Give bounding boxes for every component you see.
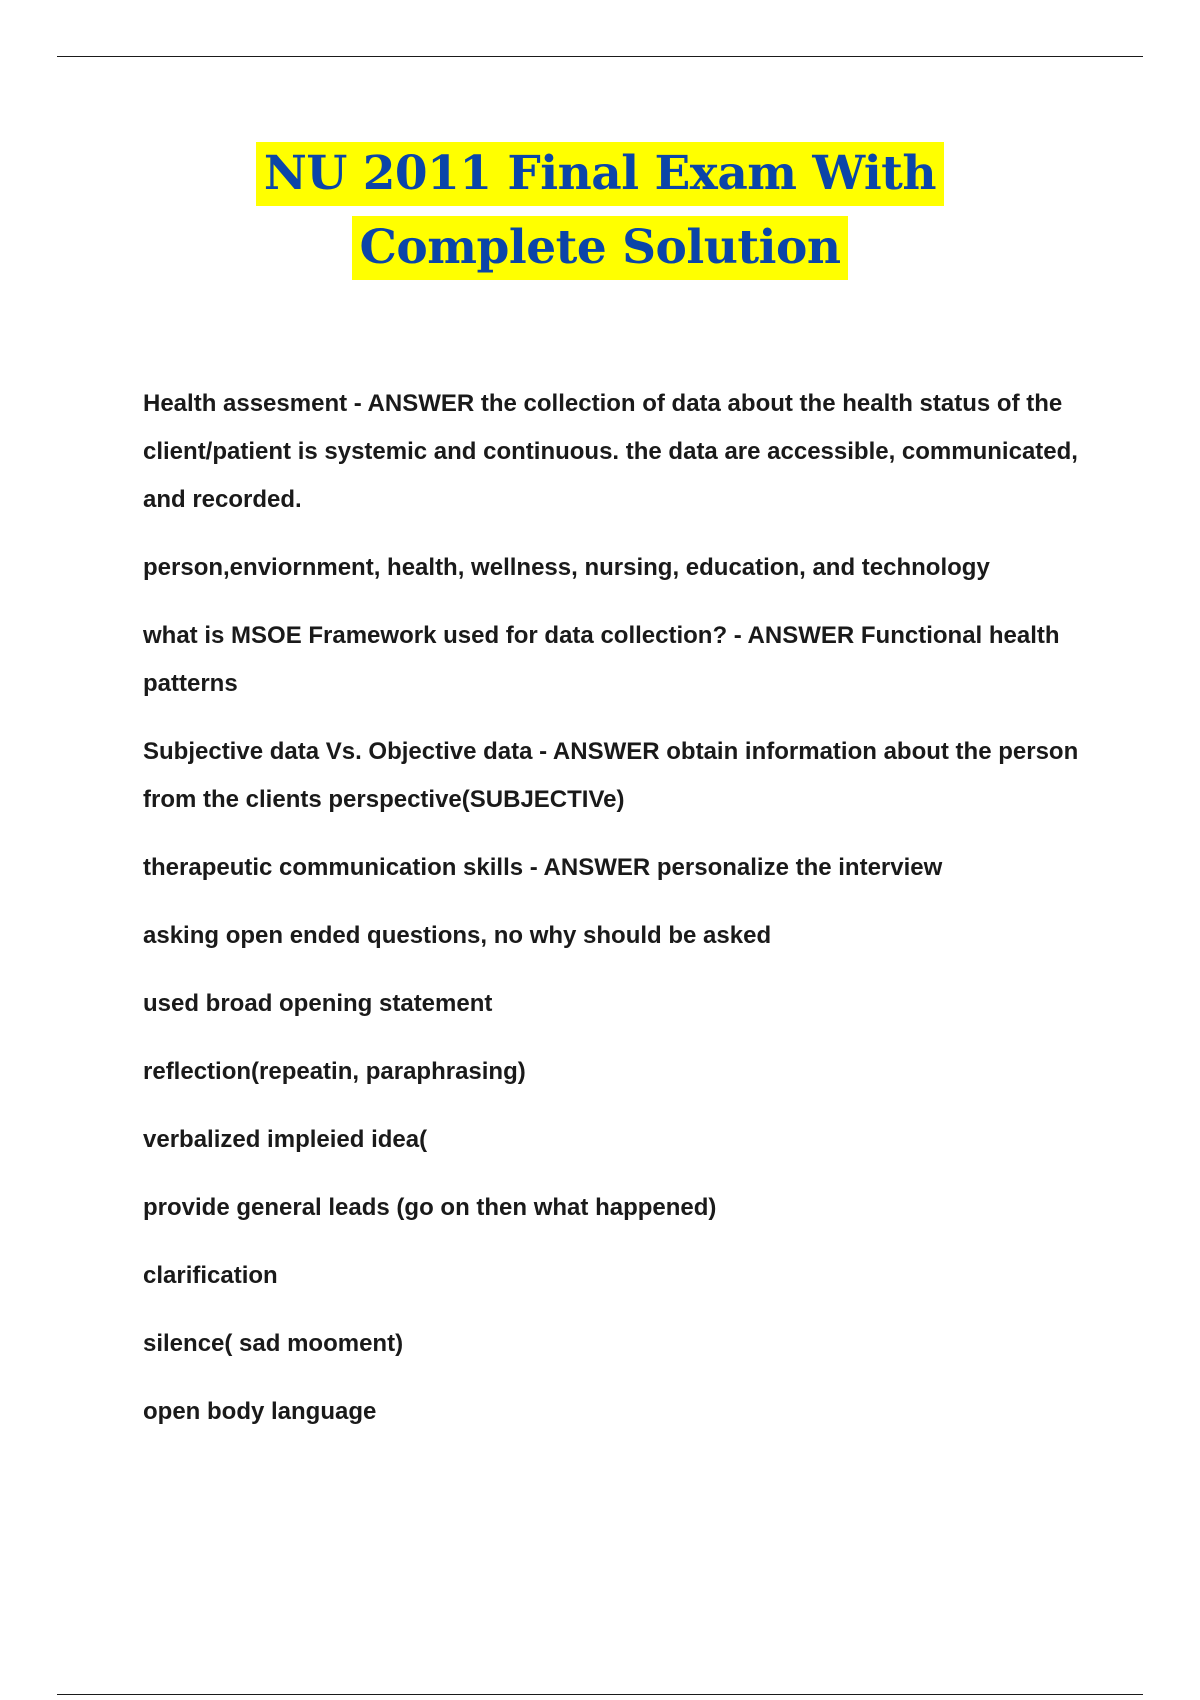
paragraph: used broad opening statement bbox=[143, 990, 493, 1017]
paragraph: person,enviornment, health, wellness, nursing, education, and technology bbox=[143, 554, 990, 581]
paragraph: asking open ended questions, no why should be asked bbox=[143, 922, 772, 949]
title-line-1: NU 2011 Final Exam With bbox=[256, 142, 944, 206]
top-divider bbox=[57, 56, 1143, 57]
title-line-2: Complete Solution bbox=[352, 216, 849, 280]
page-title bbox=[0, 142, 1200, 280]
document-body bbox=[143, 380, 1093, 1456]
paragraph: Health assesment - ANSWER the collection of data about the health status of the client/patient is systemic and continuous. the data are accessible, communicated, and recorded. bbox=[143, 390, 1078, 513]
paragraph: Subjective data Vs. Objective data - ANSWER obtain information about the person from the clients perspective(SUBJECTIVe) bbox=[143, 738, 1079, 813]
paragraph: silence( sad mooment) bbox=[143, 1330, 404, 1357]
paragraph: open body language bbox=[143, 1398, 377, 1425]
bottom-divider bbox=[57, 1694, 1143, 1695]
paragraph: reflection(repeatin, paraphrasing) bbox=[143, 1058, 526, 1085]
paragraph: clarification bbox=[143, 1262, 278, 1289]
paragraph: what is MSOE Framework used for data collection? - ANSWER Functional health patterns bbox=[143, 622, 1060, 697]
paragraph: therapeutic communication skills - ANSWER personalize the interview bbox=[143, 854, 943, 881]
paragraph: verbalized impleied idea( bbox=[143, 1126, 428, 1153]
paragraph: provide general leads (go on then what happened) bbox=[143, 1194, 717, 1221]
